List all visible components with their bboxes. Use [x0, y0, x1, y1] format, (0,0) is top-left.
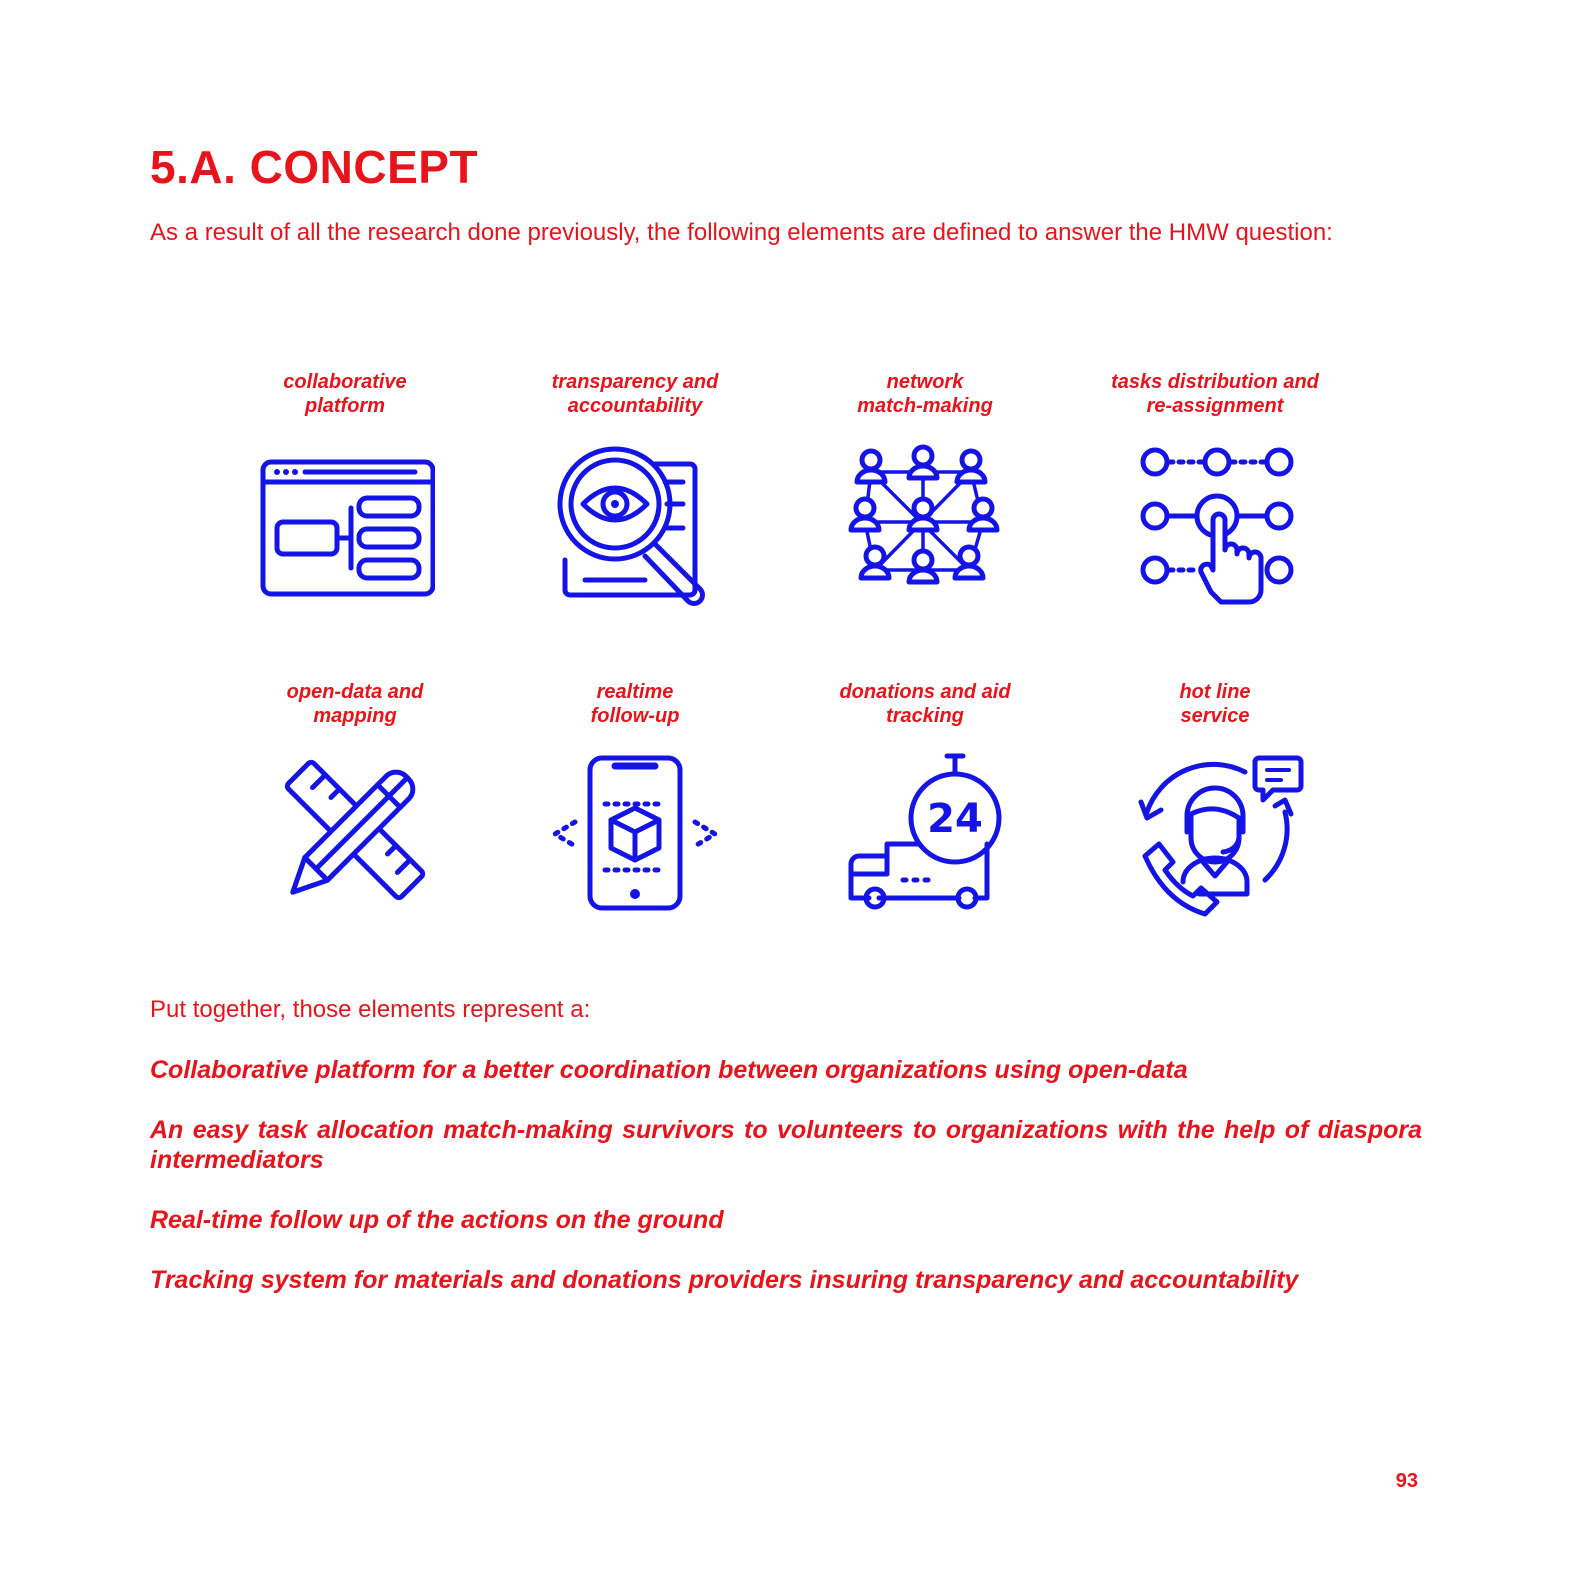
element-hotline	[1085, 680, 1345, 922]
summary-point: Real-time follow up of the actions on the ground	[150, 1206, 724, 1234]
people-network-icon	[835, 442, 1015, 602]
element-label: collaborative platform	[283, 371, 407, 417]
summary-lead: Put together, those elements represent a:	[150, 996, 591, 1023]
element-label: hot line service	[1179, 681, 1251, 727]
delivery-truck-24-icon	[835, 752, 1015, 912]
page-number: 93	[1395, 1470, 1418, 1492]
touch-nodes-icon	[1125, 442, 1305, 612]
summary-point: Collaborative platform for a better coordination between organizations using open-data	[150, 1056, 1188, 1084]
element-network	[795, 370, 1055, 602]
element-label: open-data and mapping	[286, 681, 424, 727]
call-center-icon	[1125, 752, 1305, 922]
browser-flowchart-icon	[255, 442, 435, 602]
pencil-ruler-icon	[265, 752, 445, 912]
element-realtime	[505, 680, 765, 912]
summary-point: Tracking system for materials and donations providers insuring transparency and accountability	[150, 1266, 1299, 1294]
element-label: donations and aid tracking	[839, 681, 1011, 727]
element-label: transparency and accountability	[551, 371, 719, 417]
element-label: network match-making	[857, 371, 993, 417]
element-tasks-distribution	[1085, 370, 1345, 612]
elements-grid	[210, 370, 1380, 940]
element-transparency	[505, 370, 765, 612]
svg-text:24: 24	[927, 796, 983, 842]
element-open-data	[225, 680, 485, 912]
element-label: realtime follow-up	[590, 681, 680, 727]
element-donations	[795, 680, 1055, 912]
element-collaborative-platform	[215, 370, 475, 602]
summary-point: An easy task allocation match-making survivors to volunteers to organizations with the help of diaspora intermediators	[150, 1116, 1422, 1174]
smartphone-ar-icon	[545, 752, 725, 912]
summary-points	[150, 1055, 1422, 1325]
element-label: tasks distribution and re-assignment	[1111, 371, 1319, 417]
page-title: 5.A. CONCEPT	[150, 141, 479, 193]
intro-paragraph: As a result of all the research done previously, the following elements are defined to answer the HMW question:	[150, 219, 1333, 246]
magnifier-eye-icon	[545, 442, 725, 612]
